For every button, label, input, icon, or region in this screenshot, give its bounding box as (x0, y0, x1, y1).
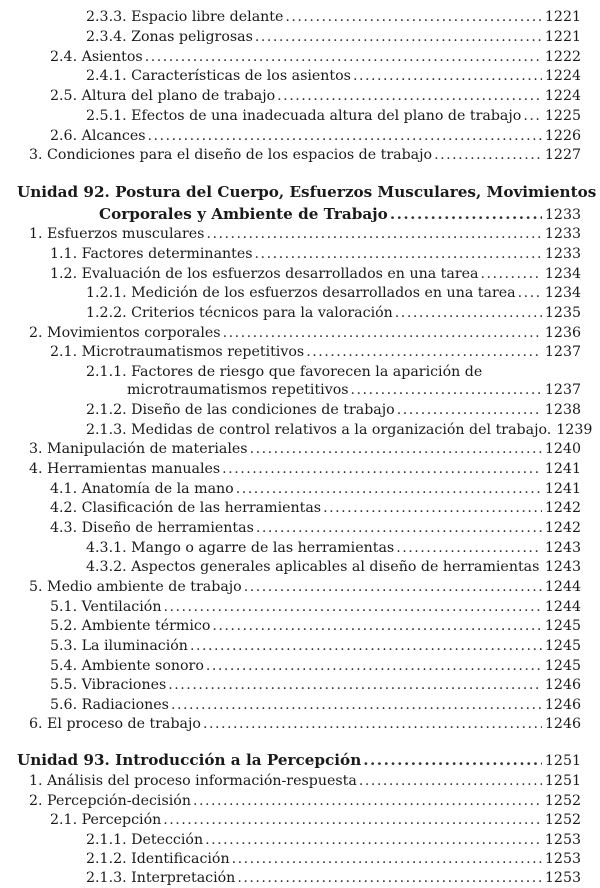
toc-entry (50, 811, 581, 830)
toc-entry-title: 6. El proceso de trabajo (29, 715, 201, 734)
toc-entry (50, 245, 581, 264)
toc-entry-page: 1225 (545, 107, 581, 126)
toc-entry-title: 2.4. Asientos (50, 48, 143, 67)
dot-leader (168, 676, 542, 695)
dot-leader (203, 715, 542, 734)
toc-entry (86, 558, 581, 577)
dot-leader (363, 751, 542, 770)
dot-leader (306, 343, 542, 362)
toc-entry (50, 480, 581, 499)
dot-leader (163, 598, 541, 617)
dot-leader (353, 67, 542, 86)
dot-leader (277, 87, 542, 106)
toc-entry-page: 1226 (545, 127, 581, 146)
dot-leader (390, 205, 542, 224)
toc-entry (50, 676, 581, 695)
toc-entry-title: 2.1.3. Medidas de control relativos a la organización del trabajo. (86, 421, 551, 440)
dot-leader (222, 460, 542, 479)
toc-entry (50, 598, 581, 617)
toc-entry (50, 265, 581, 284)
dot-leader (480, 265, 541, 284)
toc-entry (50, 343, 581, 362)
toc-entry (86, 107, 581, 126)
unit-heading (17, 751, 581, 771)
toc-entry-page: 1224 (545, 67, 581, 86)
toc-entry (50, 637, 581, 656)
dot-leader (212, 617, 541, 636)
toc-entry-page: 1238 (545, 401, 581, 420)
toc-entry-title: 4. Herramientas manuales (29, 460, 220, 479)
unit-heading-title: Corporales y Ambiente de Trabajo (99, 205, 388, 224)
toc-entry (86, 831, 581, 850)
toc-entry-title: 5.2. Ambiente térmico (50, 617, 210, 636)
toc-entry-title: 4.3.2. Aspectos generales aplicables al diseño de herramientas (86, 558, 539, 577)
toc-entry (29, 225, 581, 244)
toc-entry-title: 1.2.1. Medición de los esfuerzos desarrollados en una tarea (86, 284, 516, 303)
dot-leader (223, 324, 542, 343)
toc-entry (50, 499, 581, 518)
toc-entry-page: 1241 (545, 460, 581, 479)
toc-entry (29, 715, 581, 734)
dot-leader (434, 146, 542, 165)
toc-entry-title: 4.3. Diseño de herramientas (50, 519, 254, 538)
toc-entry-title: 2.3.4. Zonas peligrosas (86, 28, 253, 47)
toc-entry-title: 5.5. Vibraciones (50, 676, 166, 695)
toc-entry (86, 869, 581, 888)
toc-entry-title: 5.4. Ambiente sonoro (50, 657, 204, 676)
toc-entry-page: 1244 (545, 578, 581, 597)
toc-entry (29, 578, 581, 597)
toc-entry-page: 1237 (545, 381, 581, 400)
toc-entry-page: 1245 (545, 617, 581, 636)
toc-entry-page: 1236 (545, 324, 581, 343)
dot-leader (190, 637, 542, 656)
unit-heading-title: Unidad 92. Postura del Cuerpo, Esfuerzos Musculares, Movimientos (17, 183, 596, 202)
toc-entry (29, 146, 581, 165)
toc-entry (50, 657, 581, 676)
toc-entry-page: 1234 (545, 284, 581, 303)
toc-entry (50, 696, 581, 715)
toc-entry-title: 4.2. Clasificación de las herramientas (50, 499, 321, 518)
dot-leader (232, 850, 542, 869)
toc-entry (86, 304, 581, 323)
toc-entry (86, 28, 581, 47)
toc-entry-page: 1221 (545, 8, 581, 27)
toc-entry-title: 2.1. Microtraumatismos repetitivos (50, 343, 304, 362)
dot-leader (244, 578, 542, 597)
toc-entry-page: 1245 (545, 657, 581, 676)
toc-entry-title: 3. Condiciones para el diseño de los espacios de trabajo (29, 146, 432, 165)
toc-entry-title: 4.3.1. Mango o agarre de las herramientas (86, 539, 394, 558)
toc-entry (86, 421, 581, 440)
dot-leader (205, 831, 542, 850)
toc-entry-page: 1242 (545, 499, 581, 518)
dot-leader (255, 245, 542, 264)
toc-entry-title: 2. Movimientos corporales (29, 324, 221, 343)
toc-entry-page: 1251 (545, 752, 581, 771)
toc-entry-page: 1246 (545, 696, 581, 715)
toc-entry-page: 1242 (545, 519, 581, 538)
toc-entry (50, 617, 581, 636)
dot-leader (396, 539, 542, 558)
unit-heading (99, 205, 581, 225)
dot-leader (518, 284, 542, 303)
toc-entry-page: 1234 (545, 265, 581, 284)
toc-entry (86, 539, 581, 558)
dot-leader (206, 657, 542, 676)
toc-entry-title: 2.5. Altura del plano de trabajo (50, 87, 275, 106)
dot-leader (256, 519, 542, 538)
toc-entry-page: 1243 (545, 539, 581, 558)
dot-leader (285, 8, 542, 27)
toc-entry-title: 1. Análisis del proceso información-respuesta (29, 772, 357, 791)
toc-entry-title: 1.2.2. Criterios técnicos para la valoración (86, 304, 393, 323)
toc-entry-page: 1224 (545, 87, 581, 106)
toc-entry (86, 8, 581, 27)
toc-entry (29, 324, 581, 343)
toc-entry-page: 1233 (545, 245, 581, 264)
dot-leader (163, 811, 542, 830)
toc-entry-title: 5.3. La iluminación (50, 637, 188, 656)
dot-leader (397, 401, 542, 420)
toc-entry-title: 2.1.2. Identificación (86, 850, 230, 869)
toc-entry-title: 2.3.3. Espacio libre delante (86, 8, 283, 27)
toc-entry (29, 440, 581, 459)
toc-entry (86, 67, 581, 86)
toc-entry-page: 1246 (545, 715, 581, 734)
dot-leader (193, 792, 542, 811)
unit-heading (17, 183, 581, 202)
toc-entry-page: 1244 (545, 598, 581, 617)
dot-leader (255, 28, 542, 47)
dot-leader (351, 381, 542, 400)
toc-entry (86, 850, 581, 869)
toc-entry (86, 363, 581, 382)
toc-entry-page: 1246 (545, 676, 581, 695)
toc-entry-title: 2.5.1. Efectos de una inadecuada altura del plano de trabajo (86, 107, 521, 126)
toc-entry-title: 2.1.2. Diseño de las condiciones de trabajo (86, 401, 395, 420)
unit-heading-title: Unidad 93. Introducción a la Percepción (17, 751, 361, 770)
toc-entry (50, 519, 581, 538)
dot-leader (237, 869, 542, 888)
dot-leader (206, 225, 541, 244)
dot-leader (171, 696, 542, 715)
toc-entry (50, 87, 581, 106)
toc-entry-title: 5. Medio ambiente de trabajo (29, 578, 242, 597)
toc-entry (29, 772, 581, 791)
toc-entry-page: 1253 (545, 850, 581, 869)
toc-entry-page: 1233 (545, 225, 581, 244)
toc-entry-page: 1241 (545, 480, 581, 499)
toc-entry-page: 1221 (545, 28, 581, 47)
toc-entry-page: 1239 (556, 421, 592, 440)
toc-entry (86, 401, 581, 420)
toc-entry-title: microtraumatismos repetitivos (127, 381, 349, 400)
dot-leader (148, 127, 542, 146)
toc-entry-title: 3. Manipulación de materiales (29, 440, 248, 459)
toc-entry (29, 792, 581, 811)
toc-entry-title: 5.6. Radiaciones (50, 696, 169, 715)
toc-entry (86, 284, 581, 303)
toc-entry-title: 2.6. Alcances (50, 127, 146, 146)
toc-entry-page: 1253 (545, 831, 581, 850)
toc-entry-title: 1.2. Evaluación de los esfuerzos desarrollados en una tarea (50, 265, 478, 284)
toc-entry-title: 2.1.1. Detección (86, 831, 203, 850)
toc-entry-title: 2.1.3. Interpretación (86, 869, 235, 888)
toc-entry-title: 2.1.1. Factores de riesgo que favorecen la aparición de (86, 363, 581, 382)
toc-entry-page: 1222 (545, 48, 581, 67)
toc-entry-page: 1252 (545, 811, 581, 830)
toc-entry-title: 1.1. Factores determinantes (50, 245, 253, 264)
toc-entry (29, 460, 581, 479)
dot-leader (523, 107, 542, 126)
toc-entry (127, 381, 581, 400)
toc-entry-title: 2. Percepción-decisión (29, 792, 191, 811)
toc-entry-page: 1245 (545, 637, 581, 656)
toc-entry-title: 1. Esfuerzos musculares (29, 225, 204, 244)
toc-entry-page: 1233 (545, 206, 581, 225)
toc-entry-page: 1237 (545, 343, 581, 362)
toc-entry-page: 1243 (545, 558, 581, 577)
dot-leader (250, 440, 542, 459)
toc-entry-page: 1227 (545, 146, 581, 165)
toc-entry (50, 127, 581, 146)
toc-entry-title: 5.1. Ventilación (50, 598, 161, 617)
toc-entry-title: 2.4.1. Características de los asientos (86, 67, 351, 86)
dot-leader (145, 48, 542, 67)
toc-entry-title: 4.1. Anatomía de la mano (50, 480, 234, 499)
toc-entry-page: 1240 (545, 440, 581, 459)
toc-entry-page: 1252 (545, 792, 581, 811)
toc-entry-page: 1253 (545, 869, 581, 888)
dot-leader (395, 304, 542, 323)
toc-entry-title: 2.1. Percepción (50, 811, 161, 830)
toc-entry-page: 1251 (545, 772, 581, 791)
dot-leader (236, 480, 542, 499)
toc-entry-page: 1235 (545, 304, 581, 323)
dot-leader (359, 772, 542, 791)
toc-entry (50, 48, 581, 67)
dot-leader (323, 499, 542, 518)
